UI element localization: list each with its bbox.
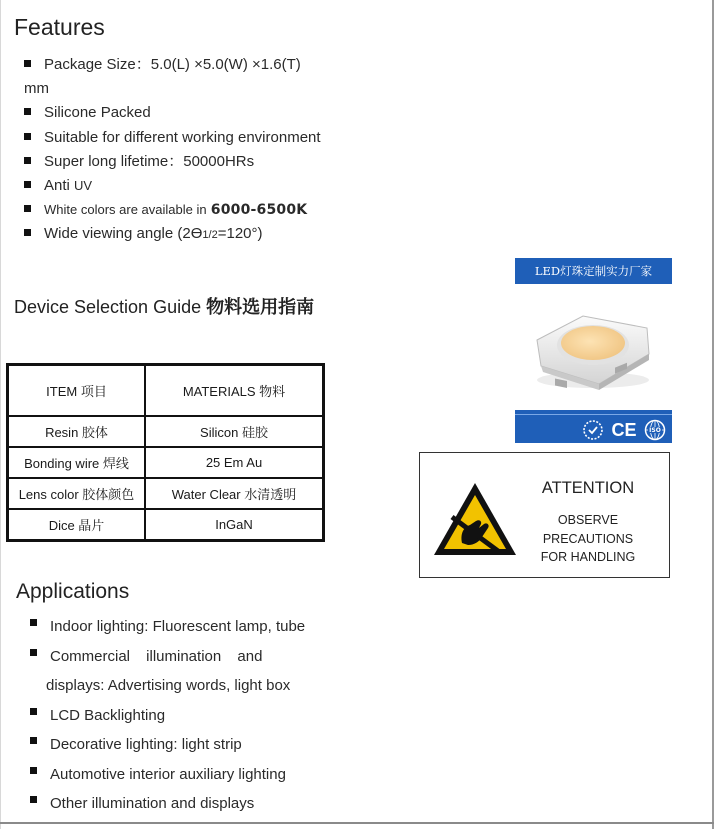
features-list — [24, 53, 321, 248]
theta-subscript: 1/2 — [202, 229, 218, 242]
bullet-square-icon — [24, 133, 31, 140]
attention-message — [513, 511, 663, 567]
ce-mark: CE — [611, 419, 637, 440]
table-header-row — [8, 365, 324, 417]
bullet-square-icon — [30, 708, 37, 715]
table-header: ITEM 项目 — [8, 365, 146, 417]
list-item — [24, 174, 321, 198]
table-cell: InGaN — [145, 509, 324, 541]
table-row — [8, 478, 324, 509]
bullet-square-icon — [24, 229, 31, 236]
attention-title: ATTENTION — [541, 479, 635, 497]
iso-logo — [643, 419, 667, 441]
list-item — [30, 789, 305, 819]
bullet-square-icon — [30, 649, 37, 656]
table-cell: Water Clear 水清透明 — [145, 478, 324, 509]
table-cell: Bonding wire 焊线 — [8, 447, 146, 478]
feature-package-size-unit: mm — [24, 80, 49, 98]
quality-seal-icon — [579, 419, 607, 441]
list-item — [24, 222, 321, 247]
feature-color-temp: 6000-6500K — [210, 202, 308, 219]
page-border-left — [0, 0, 1, 829]
led-chip-picture — [515, 288, 672, 406]
application-text: Commercial illumination and — [50, 647, 263, 665]
feature-text: Wide viewing angle (2 — [44, 225, 191, 243]
esd-attention-box — [419, 452, 670, 578]
selection-guide-table — [6, 363, 325, 542]
esd-warning-icon — [432, 481, 518, 557]
theta-symbol: ϴ — [190, 225, 203, 243]
application-text-continued: displays: Advertising words, light box — [46, 677, 291, 694]
bullet-square-icon — [30, 767, 37, 774]
list-item — [30, 642, 305, 701]
bullet-square-icon — [30, 737, 37, 744]
feature-text: Silicone Packed — [44, 104, 151, 122]
guide-heading-cn: 物料选用指南 — [206, 297, 315, 317]
table-cell: Lens color 胶体颜色 — [8, 478, 146, 509]
feature-uv: UV — [74, 178, 93, 194]
iso-text: ISO — [649, 427, 661, 435]
bullet-square-icon — [24, 181, 31, 188]
applications-heading: Applications — [16, 580, 130, 603]
table-header: MATERIALS 物料 — [145, 365, 324, 417]
bullet-square-icon — [24, 60, 31, 67]
feature-text: Super long lifetime：50000HRs — [44, 152, 255, 170]
divider — [515, 414, 672, 415]
list-item — [24, 101, 321, 125]
application-text: Indoor lighting: Fluorescent lamp, tube — [50, 618, 306, 635]
attention-line: OBSERVE — [557, 513, 619, 527]
bullet-square-icon — [30, 796, 37, 803]
applications-list — [30, 612, 305, 819]
bullet-square-icon — [24, 108, 31, 115]
list-item — [30, 701, 305, 731]
page-border-right — [712, 0, 714, 829]
feature-angle-value: =120°) — [217, 225, 263, 243]
features-heading: Features — [14, 14, 105, 40]
application-text: LCD Backlighting — [50, 706, 166, 724]
product-banner: LED灯珠定制实力厂家 — [515, 258, 672, 284]
certification-bar — [515, 410, 672, 443]
list-item — [30, 612, 305, 642]
feature-text: Suitable for different working environment — [44, 128, 321, 146]
bullet-square-icon — [24, 205, 31, 212]
feature-text: White colors are available in — [44, 202, 207, 218]
list-item — [24, 150, 321, 174]
application-text: Other illumination and displays — [50, 795, 255, 812]
feature-package-size: Package Size：5.0(L) ×5.0(W) ×1.6(T) — [44, 56, 301, 73]
table-cell: Silicon 硅胶 — [145, 416, 324, 447]
table-row — [8, 416, 324, 447]
list-item — [24, 198, 321, 222]
feature-text: Anti — [44, 177, 70, 195]
guide-heading-en: Device Selection Guide — [14, 297, 202, 317]
application-text: Automotive interior auxiliary lighting — [50, 765, 286, 783]
list-item — [24, 126, 321, 150]
table-cell: 25 Em Au — [145, 447, 324, 478]
application-text: Decorative lighting: light strip — [50, 736, 242, 753]
table-row — [8, 509, 324, 541]
list-item — [30, 760, 305, 790]
bullet-square-icon — [24, 157, 31, 164]
bullet-square-icon — [30, 619, 37, 626]
list-item — [24, 53, 321, 101]
attention-line: PRECAUTIONS — [542, 531, 634, 546]
product-image — [515, 258, 672, 443]
page-border-bottom — [0, 822, 714, 824]
table-row — [8, 447, 324, 478]
table-cell: Dice 晶片 — [8, 509, 146, 541]
list-item — [30, 730, 305, 760]
attention-line: FOR HANDLING — [540, 550, 636, 564]
guide-heading — [14, 293, 314, 319]
table-cell: Resin 胶体 — [8, 416, 146, 447]
